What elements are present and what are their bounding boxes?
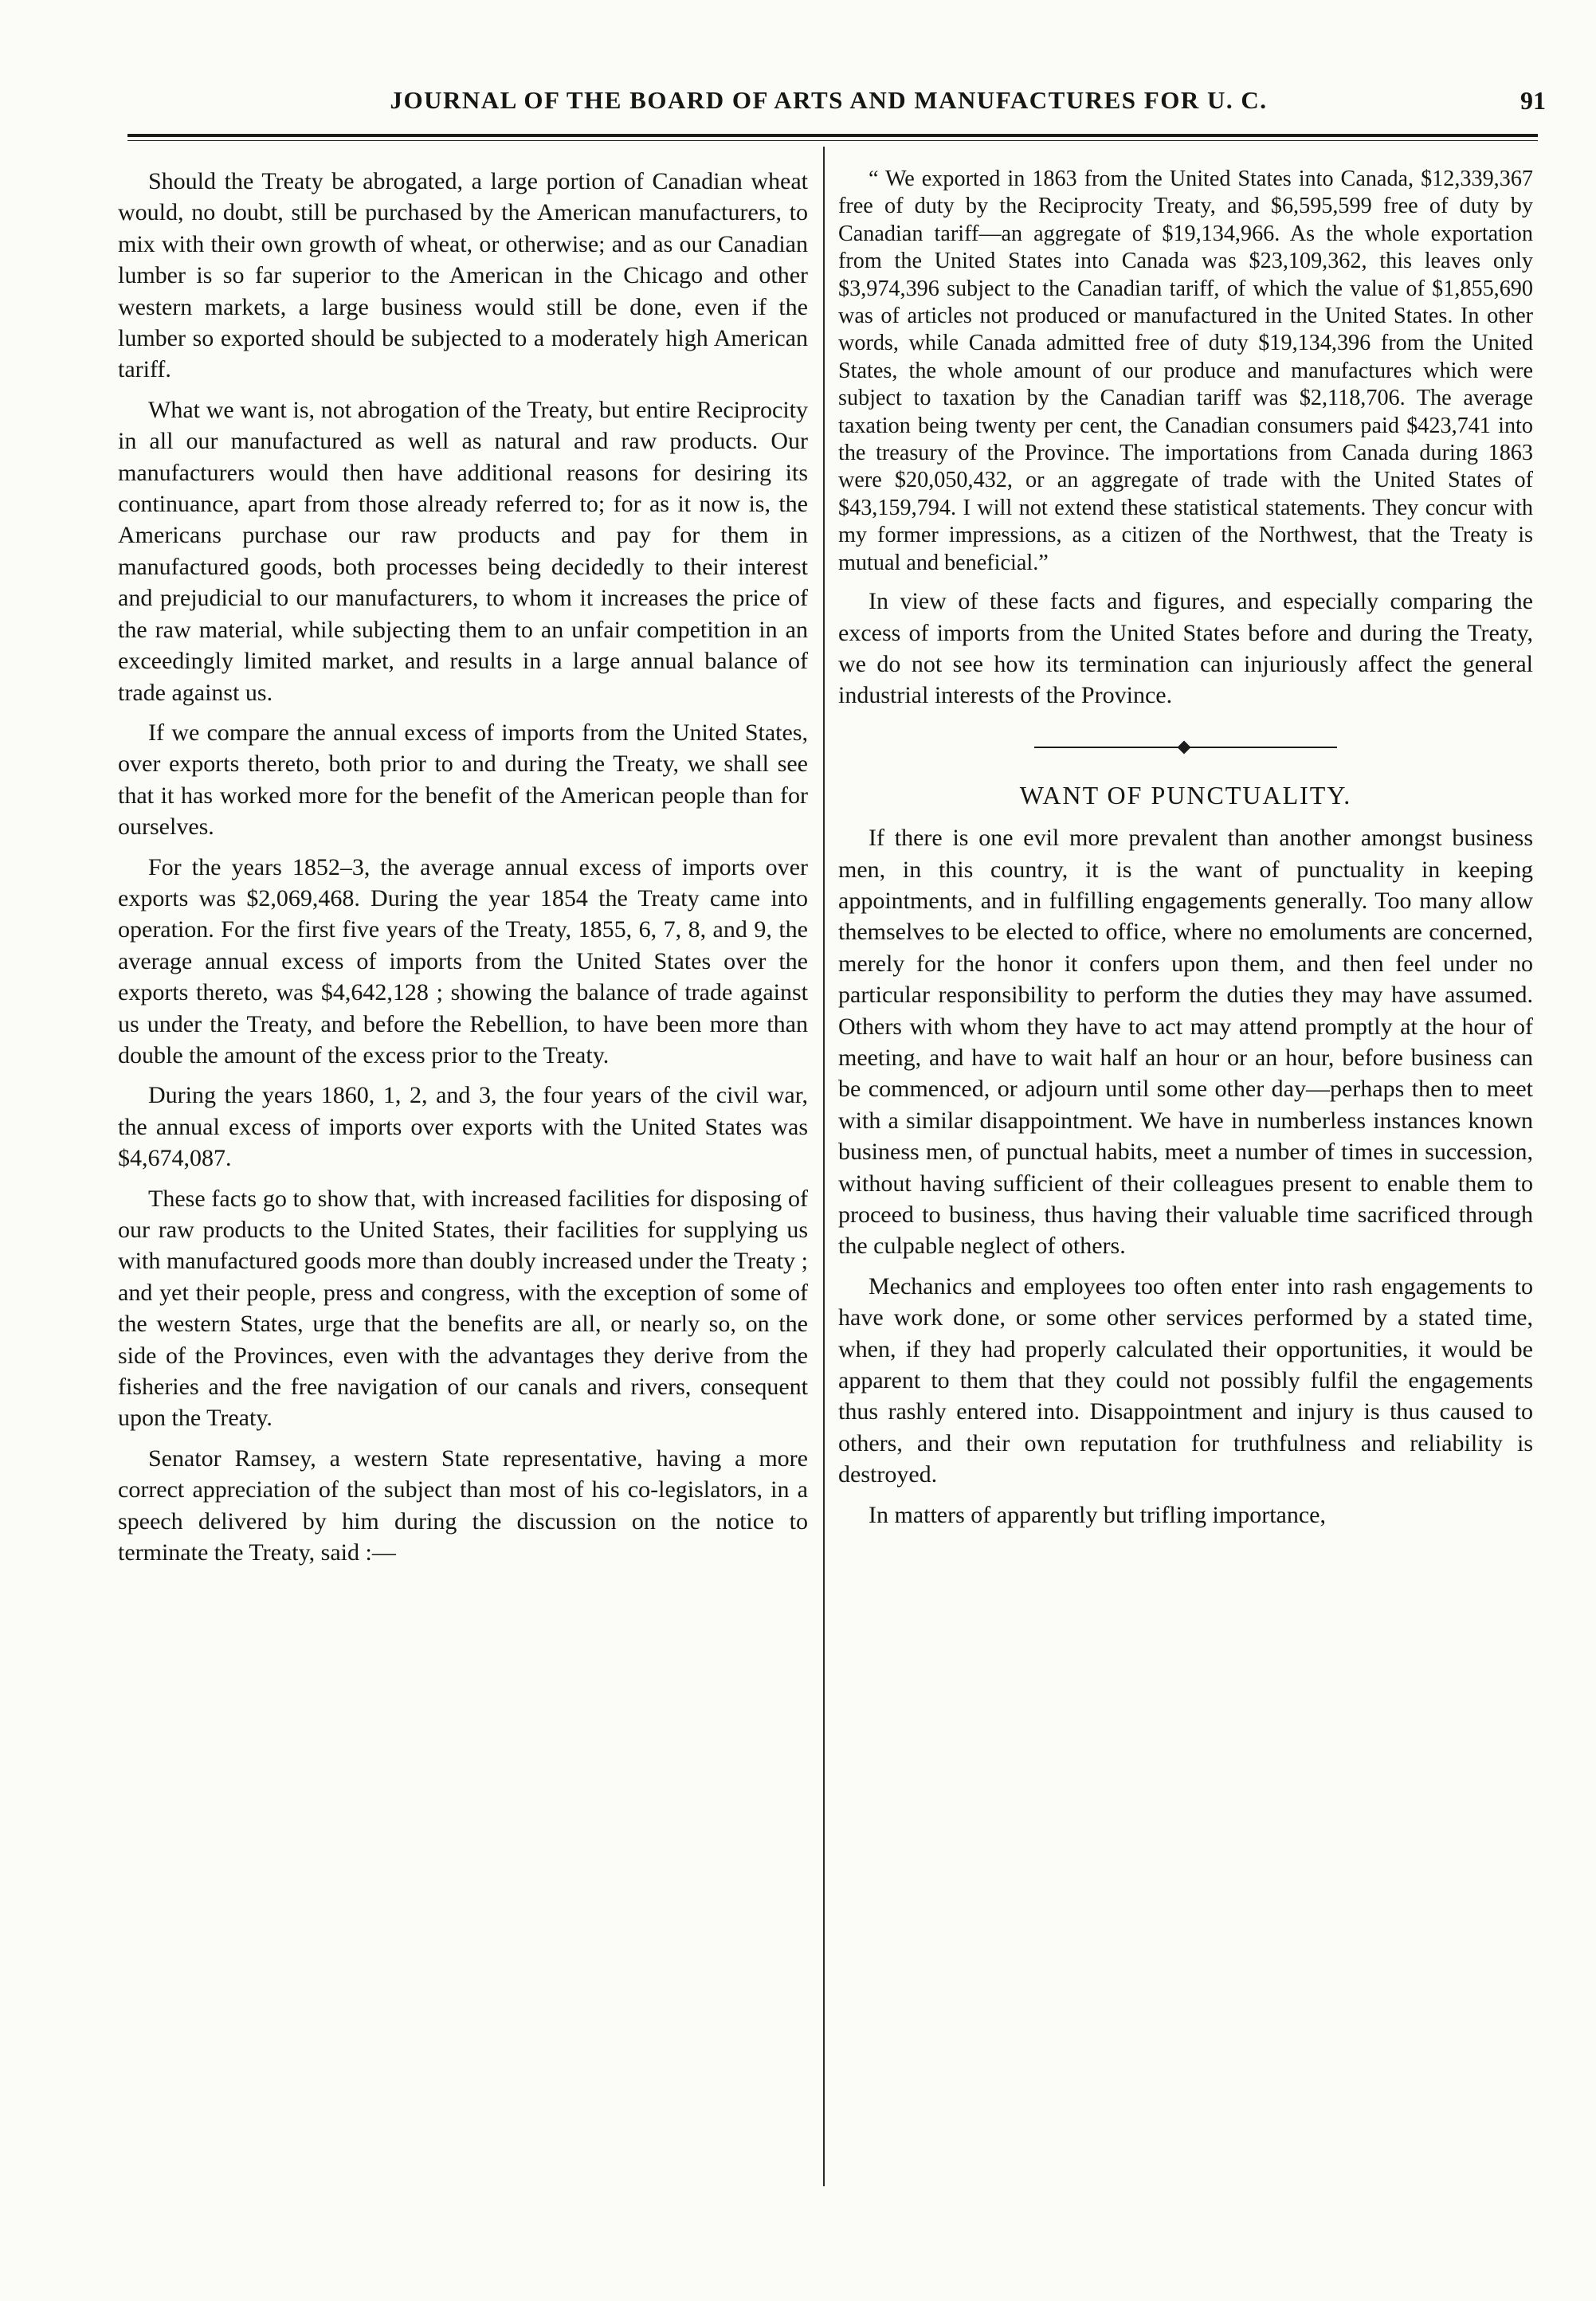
section-heading: WANT OF PUNCTUALITY. (1019, 780, 1352, 809)
paragraph: These facts go to show that, with increased facilities for disposing of our raw products to the United States, their facilities for supplying us with manufactured goods more than doubly increased under the Treaty ; and yet their people, press and congress, with the exception of some of the western States, urge that the benefits are all, or nearly so, on the side of the Provinces, even with the advantages they derive from the fisheries and the free navigation of our canals and rivers, consequent upon the Treaty. (118, 1185, 808, 1432)
paragraph: For the years 1852–3, the average annual excess of imports over exports was $2,069,468. During the year 1854 the Treaty came into operation. For the first five years of the Treaty, 1855, 6, 7, 8, and 9, the average annual excess of imports from the United States over the exports thereto, was $4,642,128 ; showing the balance of trade against us under the Treaty, and before the Rebellion, to have been more than double the amount of the excess prior to the Treaty. (118, 853, 808, 1068)
header-rule-thin (127, 140, 1538, 141)
right-column (838, 166, 1533, 1539)
journal-title: JOURNAL OF THE BOARD OF ARTS AND MANUFACTURES FOR U. C. (390, 86, 1268, 114)
page-number: 91 (1520, 86, 1546, 115)
paragraph: During the years 1860, 1, 2, and 3, the four years of the civil war, the annual excess of imports over exports with the United States was $4,674,087. (118, 1082, 808, 1172)
paragraph: Senator Ramsey, a western State representative, having a more correct appreciation of the subject than most of his co-legislators, in a speech delivered by him during the discussion on the notice to terminate the Treaty, said :— (118, 1444, 808, 1566)
paragraph: What we want is, not abrogation of the Treaty, but entire Reciprocity in all our manufactured as well as natural and raw products. Our manufacturers would then have additional reasons for desiring its continuance, apart from those already referred to; for as it now is, the Americans purchase our raw products and pay for them in manufactured goods, both processes being decidedly to their interest and prejudicial to our manufacturers, to whom it increases the price of the raw material, while subjecting them to an unfair competition in an exceedingly limited market, and results in a large annual balance of trade against us. (118, 396, 808, 706)
senator-quote: “ We exported in 1863 from the United States into Canada, $12,339,367 free of duty by the Reciprocity Treaty, and $6,595,599 free of duty by Canadian tariff—an aggregate of $19,134,966. As the whole exportation from the United States into Canada was $23,109,362, this leaves only $3,974,396 subject to the Canadian tariff, of which the value of $1,855,690 was of articles not produced or manufactured in the United States. In other words, while Canada admitted free of duty $19,134,396 from the United States, the whole amount of our produce and manufactures which were subject to taxation by the Canadian tariff was $2,118,706. The average taxation being twenty per cent, the Canadian consumers paid $423,741 into the treasury of the Province. The importations from Canada during 1863 were $20,050,432, or an aggregate of trade with the United States of $43,159,794. I will not extend these statistical statements. They concur with my former impressions, as a citizen of the Northwest, that the Treaty is mutual and beneficial.” (838, 167, 1533, 575)
left-column (118, 166, 808, 1577)
paragraph: In matters of apparently but trifling importance, (869, 1501, 1326, 1528)
section-ornament (1034, 742, 1337, 753)
paragraph: Should the Treaty be abrogated, a large portion of Canadian wheat would, no doubt, still be purchased by the American manufacturers, to mix with their own growth of wheat, or otherwise; and as our Canadian lumber is so far superior to the American in the Chicago and other western markets, a large business would still be done, even if the lumber so exported should be subjected to a moderately high American tariff. (118, 168, 808, 383)
paragraph: If there is one evil more prevalent than another amongst business men, in this country, it is the want of punctuality in keeping appointments, and in fulfilling engagements generally. Too many allow themselves to be elected to office, where no emoluments are concerned, merely for the honor it confers upon them, and then feel under no particular responsibility to perform the duties they may have assumed. Others with whom they have to act may attend promptly at the hour of meeting, and have to wait half an hour or an hour, before business can be commenced, or adjourn until some other day—perhaps then to meet with a similar disappointment. We have in numberless instances known business men, of punctual habits, meet a number of times in succession, without having sufficient of their colleagues present to enable them to proceed to business, thus having their valuable time sacrificed through the culpable neglect of others. (838, 825, 1533, 1260)
header-rule (127, 134, 1538, 137)
column-divider (823, 147, 825, 2186)
running-header (120, 86, 1546, 126)
paragraph: Mechanics and employees too often enter into rash engagements to have work done, or some other services performed by a stated time, when, if they had properly calculated their opportunities, it would be apparent to them that they could not possibly fulfil the engagements thus rashly entered into. Disappointment and injury is thus caused to others, and their own reputation for truthfulness and reliability is destroyed. (838, 1272, 1533, 1488)
paragraph: If we compare the annual excess of imports from the United States, over exports thereto, both prior to and during the Treaty, we shall see that it has worked more for the benefit of the American people than for ourselves. (118, 719, 808, 841)
paragraph: In view of these facts and figures, and especially comparing the excess of imports from the United States before and during the Treaty, we do not see how its termination can injuriously affect the general industrial interests of the Province. (838, 588, 1533, 709)
